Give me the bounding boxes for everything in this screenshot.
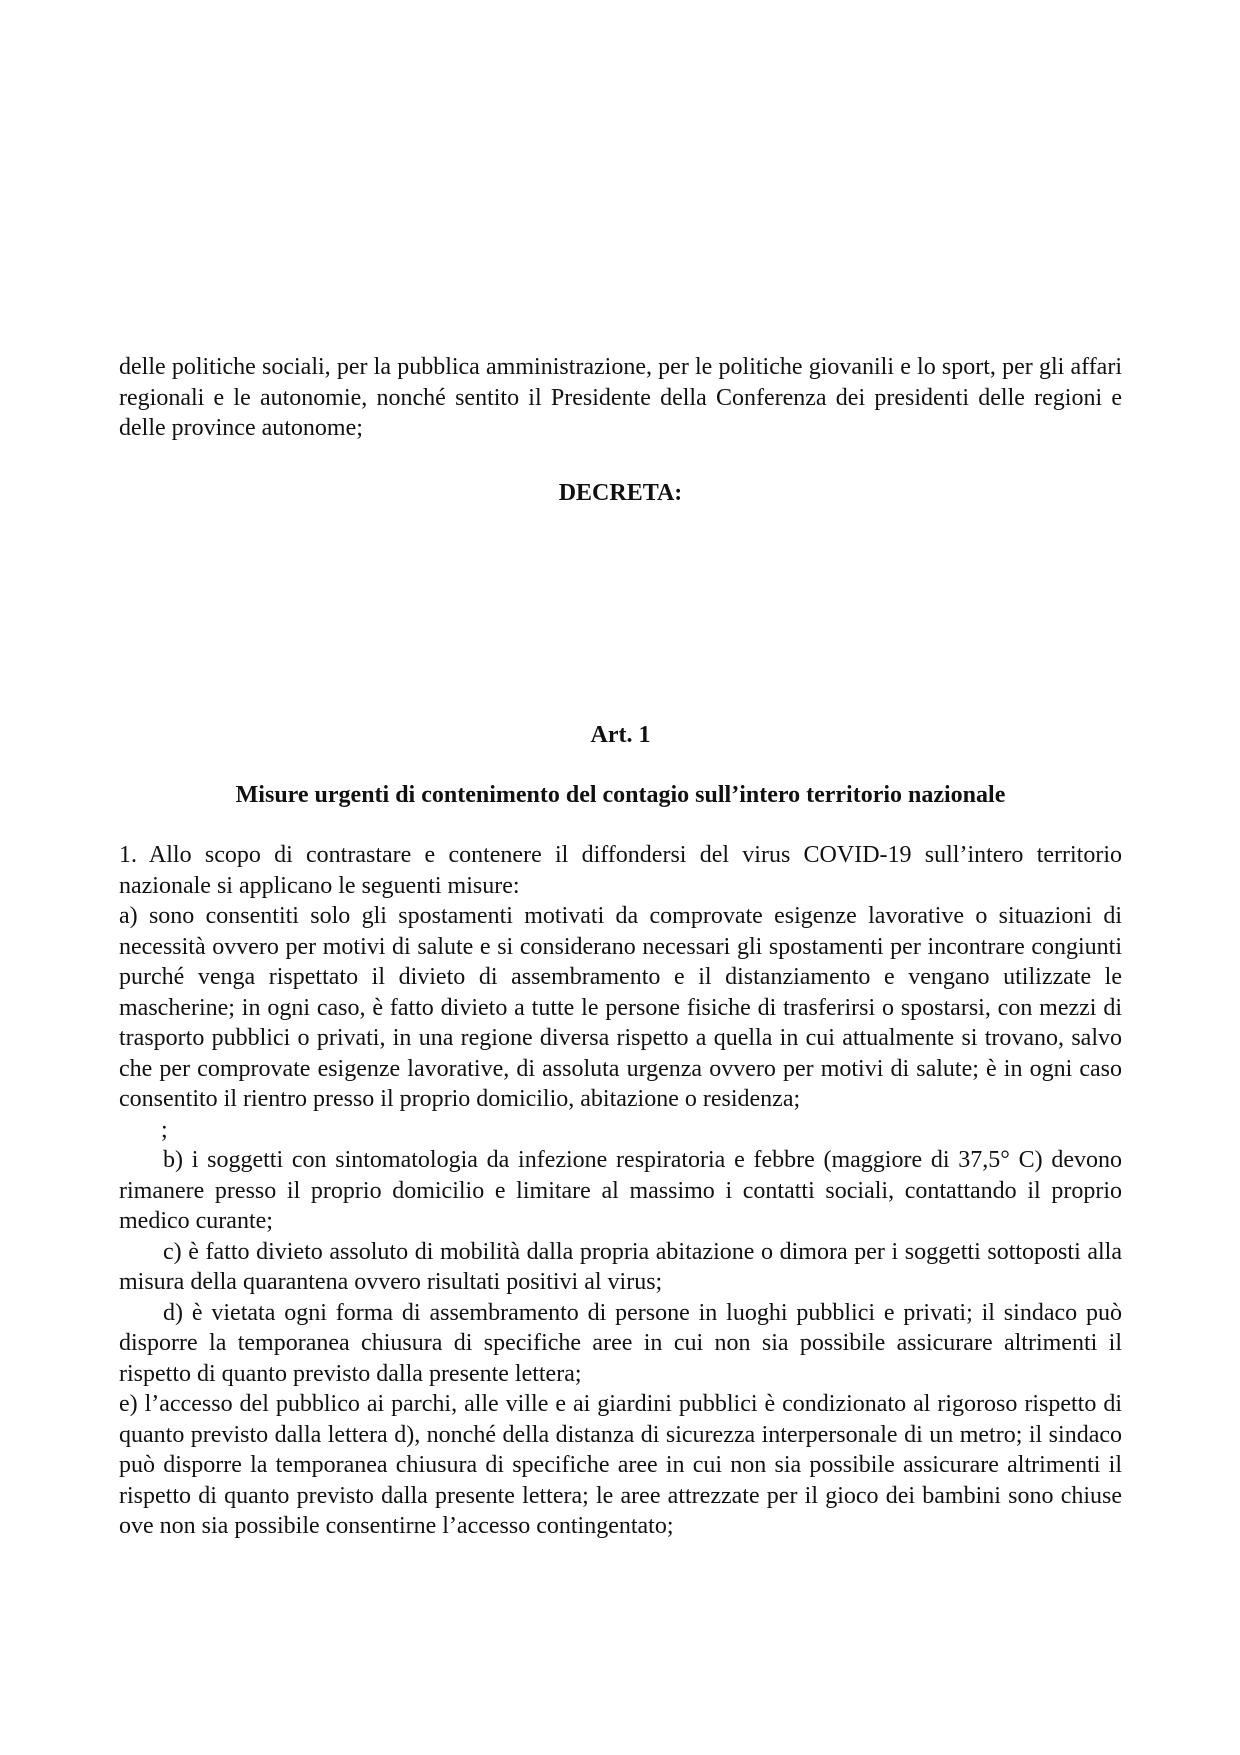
intro-paragraph-block	[119, 352, 1122, 444]
intro-paragraph: delle politiche sociali, per la pubblica amministrazione, per le politiche giovanili e lo sport, per gli affari regionali e le autonomie, nonché sentito il Presidente della Conferenza dei presidenti delle regioni e delle province autonome;	[119, 354, 1122, 441]
item-c: c) è fatto divieto assoluto di mobilità dalla propria abitazione o dimora per i soggetti sottoposti alla misura della quarantena ovvero risultati positivi al virus;	[119, 1238, 1122, 1295]
item-b: b) i soggetti con sintomatologia da infezione respiratoria e febbre (maggiore di 37,5° C) devono rimanere presso il proprio domicilio e limitare al massimo i contatti sociali, contattando il proprio medico curante;	[119, 1147, 1122, 1234]
item-a: a) sono consentiti solo gli spostamenti motivati da comprovate esigenze lavorative o situazioni di necessità ovvero per motivi di salute e si considerano necessari gli spostamenti per incontrare congiunti purché venga rispettato il divieto di assembramento e il distanziamento e vengano utilizzate le mascherine; in ogni caso, è fatto divieto a tutte le persone fisiche di trasferirsi o spostarsi, con mezzi di trasporto pubblici o privati, in una regione diversa rispetto a quella in cui attualmente si trovano, salvo che per comprovate esigenze lavorative, di assoluta urgenza ovvero per motivi di salute; è in ogni caso consentito il rientro presso il proprio domicilio, abitazione o residenza;	[119, 903, 1122, 1112]
article-title: Misure urgenti di contenimento del contagio sull’intero territorio nazionale	[235, 782, 1006, 808]
stray-semicolon: ;	[161, 1116, 168, 1143]
decree-heading: DECRETA:	[558, 480, 683, 506]
item-e: e) l’accesso del pubblico ai parchi, alle ville e ai giardini pubblici è condizionato al rigoroso rispetto di quanto previsto dalla lettera d), nonché della distanza di sicurezza interpersonale di un metro; il sindaco può disporre la temporanea chiusura di specifiche aree in cui non sia possibile assicurare altrimenti il rispetto di quanto previsto dalla presente lettera; le aree attrezzate per il gioco dei bambini sono chiuse ove non sia possibile consentirne l’accesso contingentato;	[119, 1391, 1122, 1539]
item-d: d) è vietata ogni forma di assembramento di persone in luoghi pubblici e privati; il sindaco può disporre la temporanea chiusura di specifiche aree in cui non sia possibile assicurare altrimenti il rispetto di quanto previsto dalla presente lettera;	[119, 1299, 1122, 1387]
article-number: Art. 1	[590, 722, 651, 748]
paragraph-1: 1. Allo scopo di contrastare e contenere il diffondersi del virus COVID-19 sull’intero territorio nazionale si applicano le seguenti misure:	[119, 842, 1122, 899]
article-body	[119, 840, 1122, 1542]
